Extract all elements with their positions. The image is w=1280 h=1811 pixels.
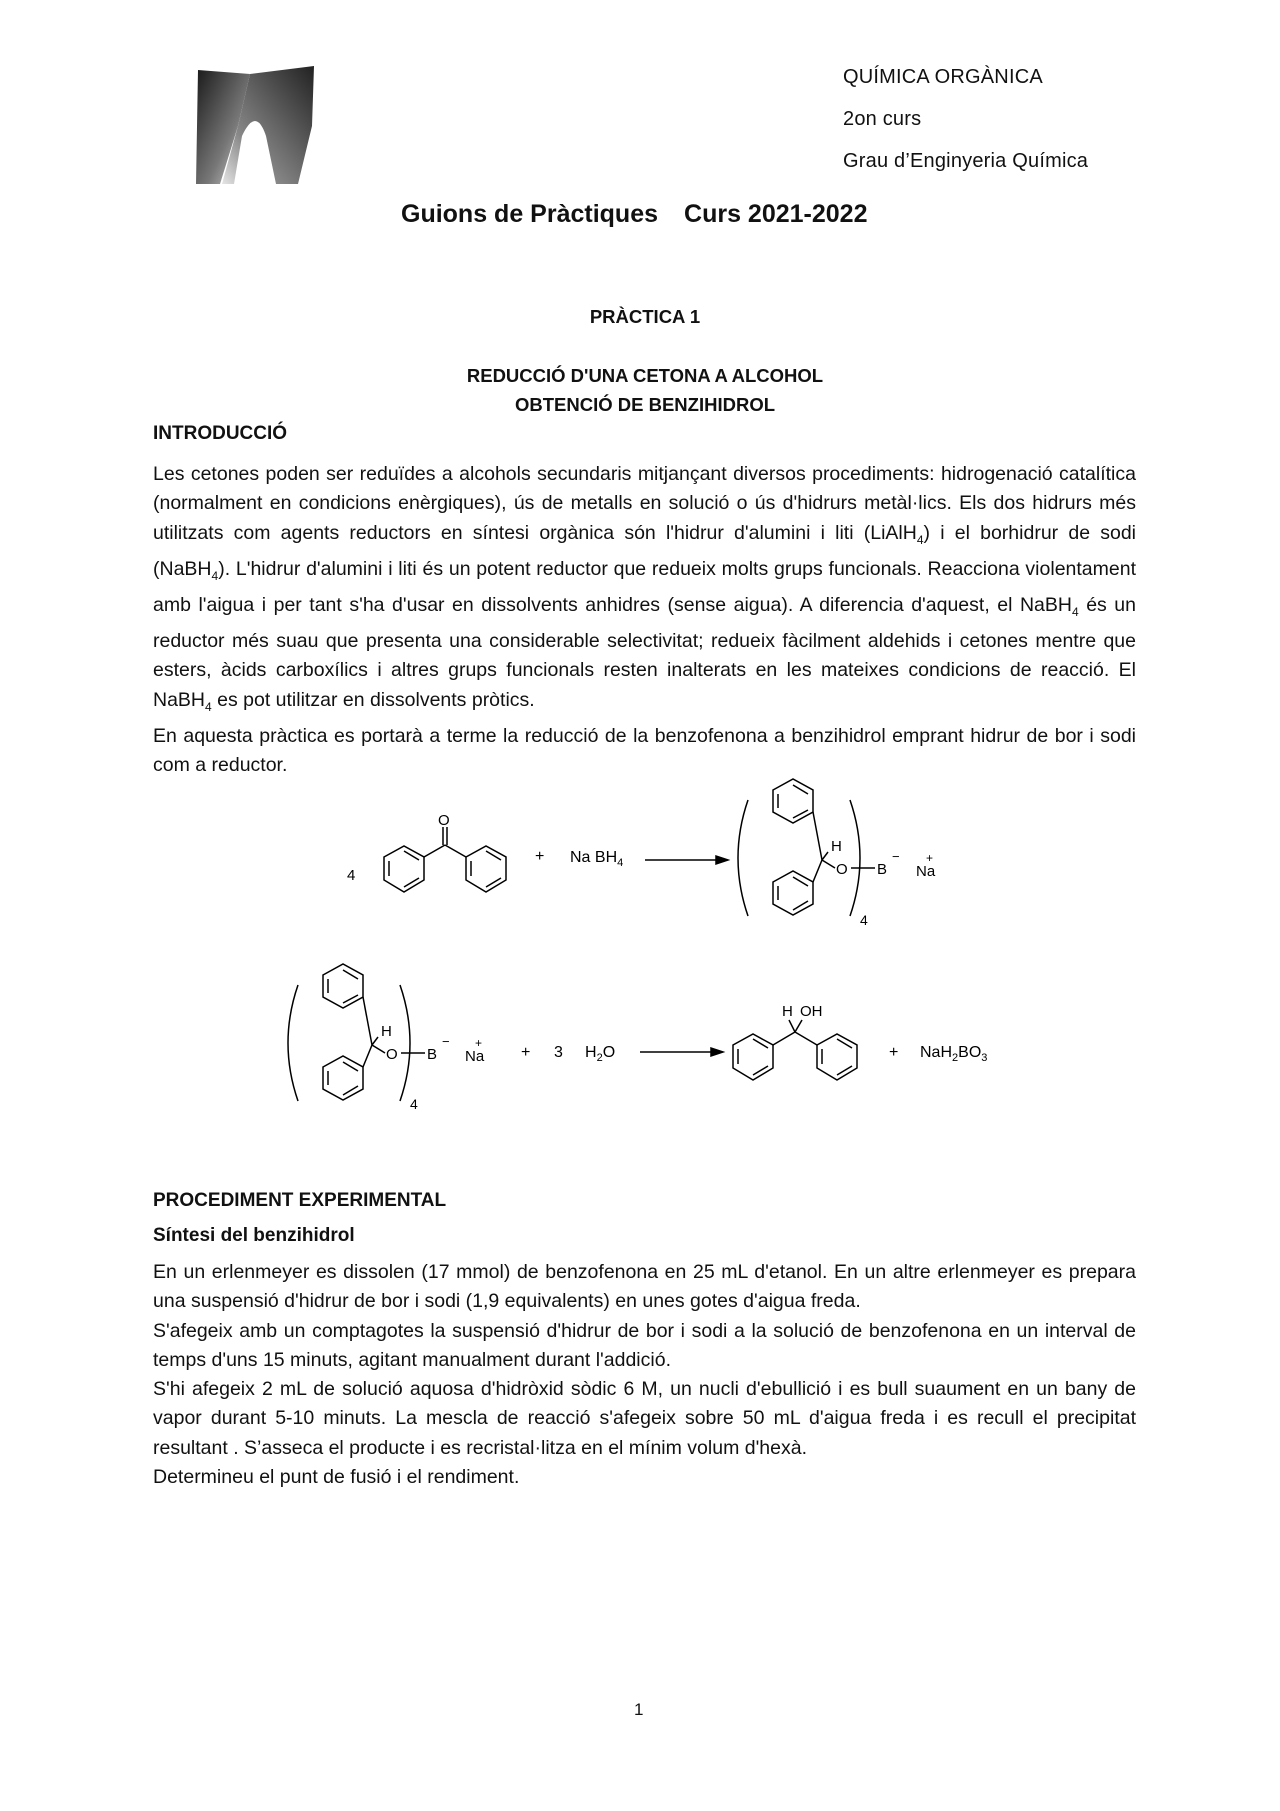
svg-text:B: B — [877, 861, 888, 878]
svg-text:−: − — [892, 849, 900, 864]
procedure-text — [153, 1258, 1136, 1492]
svg-text:B: B — [427, 1046, 438, 1063]
bracket-left — [288, 985, 298, 1101]
intro-text — [153, 460, 1136, 781]
coefficient-4: 4 — [347, 867, 356, 884]
carbonyl-oxygen: O — [438, 812, 450, 829]
svg-text:OH: OH — [800, 1003, 823, 1020]
bracket-right — [850, 800, 860, 916]
practice-subtitle-2: OBTENCIÓ DE BENZIHIDROL — [514, 394, 776, 415]
water: $H_2O$ — [585, 1044, 616, 1064]
benzophenone-structure — [384, 827, 506, 892]
reaction-scheme-2 — [270, 955, 1010, 1125]
svg-text:−: − — [442, 1034, 450, 1049]
svg-text:H: H — [831, 838, 842, 855]
intro-paragraph-2: En aquesta pràctica es portarà a terme la reducció de la benzofenona a benzihidrol emprant hidrur de bor i sodi com a reductor. — [153, 724, 1136, 777]
svg-text:O: O — [386, 1046, 398, 1063]
nabh4-reagent: Na $BH_4$ — [570, 849, 624, 869]
sodium-borate: $NaH_2BO_3$ — [920, 1044, 988, 1064]
bracket-right — [400, 985, 410, 1101]
page-title — [401, 200, 867, 229]
svg-text:Na: Na — [465, 1048, 485, 1065]
benzhydrol-structure — [733, 1020, 857, 1080]
course-name: QUÍMICA ORGÀNICA — [843, 66, 1043, 88]
intro-paragraph-1: Les cetones poden ser reduïdes a alcohols secundaris mitjançant diversos procediments: hidrogenació catalítica (normalment en condicions enèrgiques), ús de metalls en solució o ús d'hidrurs metàl·lics. Els dos hidrurs més utilitzats com agents reductors en síntesi orgànica són l'hidrur d'alumini i liti (LiAlH$_4$) i el borhidrur de sodi (NaBH$_4$). L'hidrur d'alumini i liti és un potent reductor que redueix molts grups funcionals. Reacciona violentament amb l'aigua i per tant s'ha d'usar en dissolvents anhidres (sense aigua). A diferencia d'aquest, el NaBH$_4$ és un reductor més suau que presenta una considerable selectivitat; redueix fàcilment aldehids i cetones mentre que esters, àcids carboxílics i altres grups funcionals resten inalterats en les mateixes condicions de reacció. El NaBH$_4$ es pot utilitzar en dissolvents pròtics. — [153, 463, 1137, 714]
intro-heading: INTRODUCCIÓ — [153, 423, 288, 444]
procedure-line: En un erlenmeyer es dissolen (17 mmol) de benzofenona en 25 mL d'etanol. En un altre erlenmeyer es prepara una suspensió d'hidrur de bor i sodi (1,9 equivalents) en unes gotes d'aigua freda. — [153, 1261, 1136, 1313]
procedure-line: Determineu el punt de fusió i el rendiment. — [153, 1466, 520, 1489]
svg-text:H: H — [381, 1023, 392, 1040]
practice-subtitle-1: REDUCCIÓ D'UNA CETONA A ALCOHOL — [466, 365, 824, 386]
water-coefficient: 3 — [554, 1044, 563, 1061]
plus-sign: + — [535, 848, 545, 865]
reaction-scheme-1 — [330, 770, 980, 940]
svg-text:H: H — [782, 1003, 793, 1020]
page-number: 1 — [634, 1700, 644, 1719]
procedure-line: S'afegeix amb un comptagotes la suspensió d'hidrur de bor i sodi a la solució de benzofenona en un interval de temps d'uns 15 minuts, agitant manualment durant l'addició. — [153, 1319, 1136, 1371]
procedure-line: S'hi afegeix 2 mL de solució aquosa d'hidròxid sòdic 6 M, un nucli d'ebullició i es bull suaument en un bany de vapor durant 5-10 minuts. La mescla de reacció s'afegeix sobre 50 mL d'aigua freda i es recull el precipitat resultant . S’asseca el producte i es recristal·litza en el mínim volum d'hexà. — [153, 1378, 1136, 1459]
svg-text:+: + — [521, 1044, 531, 1061]
university-logo — [190, 66, 320, 188]
title-guides: Guions de Pràctiques — [401, 200, 659, 228]
svg-text:+: + — [926, 851, 934, 865]
degree-name: Grau d’Enginyeria Química — [843, 150, 1089, 172]
practice-number: PRÀCTICA 1 — [589, 306, 701, 327]
procedure-subheading: Síntesi del benzihidrol — [153, 1225, 355, 1246]
title-year: Curs 2021-2022 — [684, 200, 868, 228]
bracket-left — [738, 800, 748, 916]
sodium-cation: Na — [916, 863, 936, 880]
course-year: 2on curs — [843, 108, 922, 130]
svg-text:+: + — [889, 1044, 899, 1061]
svg-text:O: O — [836, 861, 848, 878]
bracket-subscript: 4 — [860, 912, 868, 928]
svg-text:4: 4 — [410, 1096, 418, 1112]
svg-text:+: + — [475, 1036, 483, 1050]
procedure-heading: PROCEDIMENT EXPERIMENTAL — [153, 1190, 447, 1211]
